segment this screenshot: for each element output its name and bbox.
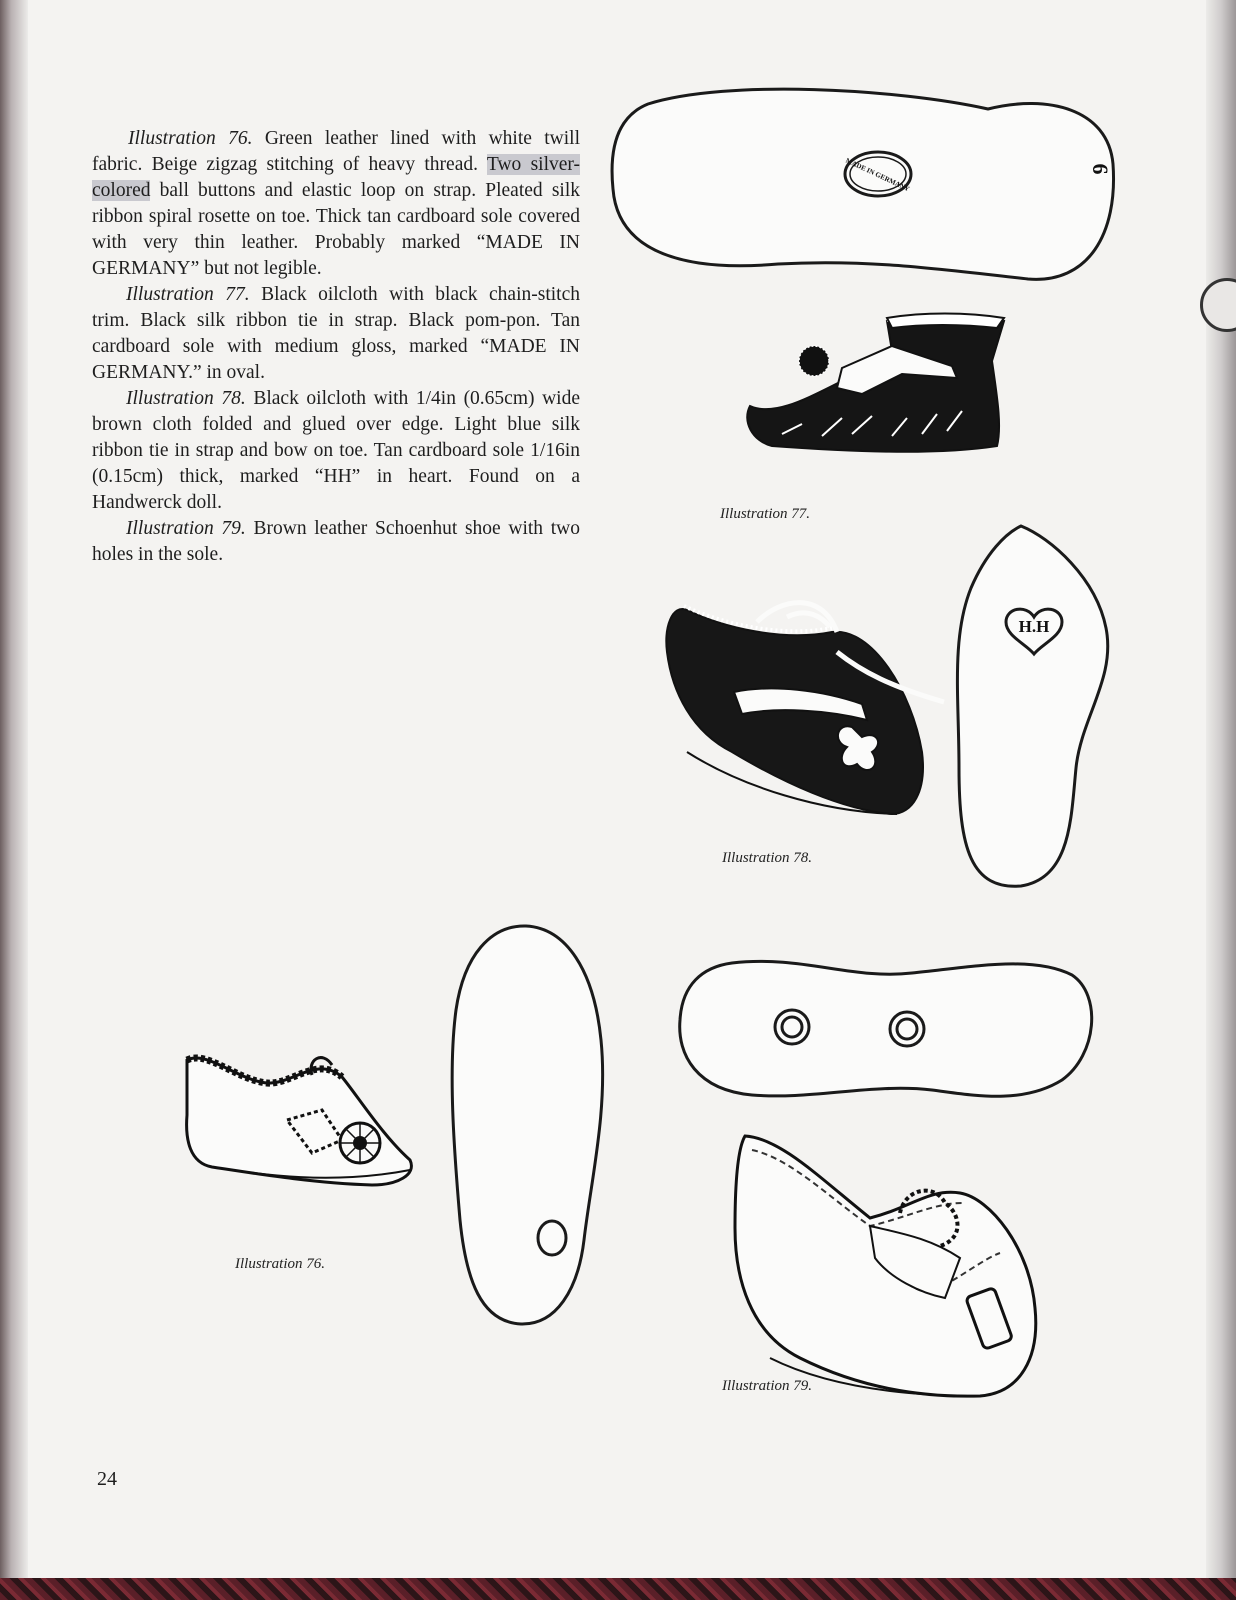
paragraph-label: Illustration 76. (128, 128, 253, 149)
paragraph-label: Illustration 77. (126, 284, 250, 305)
highlighted-text: Two silver-colored (92, 154, 580, 201)
page-binding-shadow (0, 0, 28, 1600)
paragraph-text: Green leather lined with white twill fabric. Beige zigzag stitching of heavy thread. (92, 128, 580, 175)
paragraph-ill77 (92, 282, 580, 386)
caption-ill76: Illustration 76. (235, 1256, 326, 1272)
paragraph-label: Illustration 79. (126, 518, 246, 539)
paragraph-ill79 (92, 516, 580, 568)
ill76-shoe-drawing (182, 1045, 422, 1203)
caption-ill78: Illustration 78. (722, 850, 813, 866)
ill78-shoe-drawing (662, 592, 962, 820)
ill78-sole-drawing (951, 518, 1116, 894)
next-page-edge (1206, 0, 1236, 1600)
stamp-text: MADE IN GERMANY (844, 156, 911, 194)
ill76-sole-drawing (446, 920, 616, 1330)
paragraph-text: Black oilcloth with 1/4in (0.65cm) wide brown cloth folded and glued over edge. Light blue silk ribbon tie in strap and bow on toe. Tan cardboard sole 1/16in (0.15cm) thick, marked “HH” in heart. Found on a Handwerck doll. (92, 388, 581, 513)
paragraph-text: Brown leather Schoenhut shoe with two holes in the sole. (92, 518, 580, 565)
paragraph-text: ball buttons and elastic loop on strap. Pleated silk ribbon spiral rosette on toe. Thick tan cardboard sole covered with very thin leather. Probably marked “MADE IN GERMANY” but not legible. (92, 180, 580, 279)
paragraph-label: Illustration 78. (126, 388, 246, 409)
size-mark: 6 (1088, 163, 1113, 175)
ill77-sole-drawing (608, 84, 1128, 294)
description-text (92, 126, 580, 568)
background-fabric (0, 1578, 1236, 1600)
paragraph-ill76 (92, 126, 580, 282)
caption-ill77: Illustration 77. (720, 506, 811, 522)
paragraph-text: Black oilcloth with black chain-stitch trim. Black silk ribbon tie in strap. Black pom-pon. Tan cardboard sole with medium gloss, marked “MADE IN GERMANY.” in oval. (92, 284, 580, 383)
pompon-icon (799, 346, 829, 376)
page-number: 24 (97, 1468, 117, 1490)
caption-ill79: Illustration 79. (722, 1378, 813, 1394)
ill79-sole-drawing (672, 955, 1097, 1103)
heart-mark: H.H (1018, 617, 1050, 636)
ill79-shoe-drawing (730, 1128, 1050, 1400)
ill77-shoe-drawing (742, 306, 1012, 466)
paragraph-ill78 (92, 386, 580, 516)
